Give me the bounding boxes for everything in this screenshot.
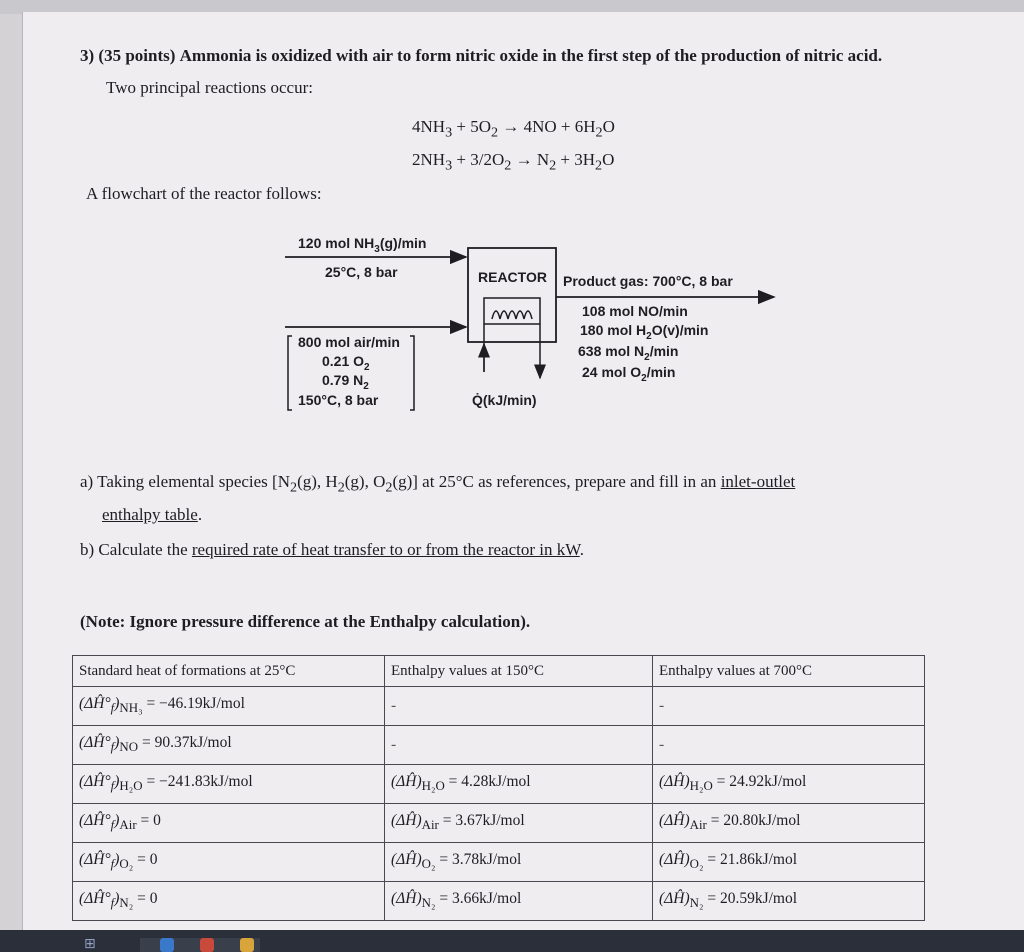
hf-nh3: $(\Delta Ĥ^\circ_f)_{NH_3} = -46.19kJ/mol$: [73, 687, 385, 726]
part-a: a) Taking elemental species [$N_2(g)$, $H_2(g)$, $O_2(g)$] at 25°C as references, prepare and fill in an inlet-outlet: [80, 472, 796, 496]
header-enthalpy-700: Enthalpy values at 700°C: [653, 656, 925, 687]
table-row: [73, 882, 925, 921]
product-h2o: 180 mol $H_2O(v)/\min$: [580, 322, 709, 342]
reactor-flowchart: [0, 0, 1024, 440]
h150-o2: $(\Delta Ĥ)_{O_2} = 3.78kJ/mol$: [385, 843, 653, 882]
h150-nh3: -: [385, 687, 653, 726]
air-bracket-left: [288, 336, 292, 410]
flowchart-intro: A flowchart of the reactor follows:: [86, 184, 322, 203]
hf-air: $(\Delta Ĥ^\circ_f)_{Air} = 0$: [73, 804, 385, 843]
header-enthalpy-150: Enthalpy values at 150°C: [385, 656, 653, 687]
table-row: [73, 726, 925, 765]
table-row: [73, 687, 925, 726]
enthalpy-data-table: [72, 655, 925, 921]
question-intro: Ammonia is oxidized with air to form nitric oxide in the first step of the production of nitric acid.: [179, 46, 883, 65]
h150-h2o: $(\Delta Ĥ)_{H_2O} = 4.28kJ/mol$: [385, 765, 653, 804]
air-o2-fraction: 0.21 $O_2$: [322, 353, 370, 373]
h700-nh3: -: [653, 687, 925, 726]
task-view-icon[interactable]: ⊞: [84, 936, 96, 952]
app-icon[interactable]: [200, 938, 214, 952]
h700-n2: $(\Delta Ĥ)_{N_2} = 20.59kJ/mol$: [653, 882, 925, 921]
product-n2: 638 mol $N_2/\min$: [578, 343, 679, 363]
question-number: 3): [80, 46, 95, 65]
app-icon[interactable]: [160, 938, 174, 952]
reactor-box: [468, 248, 556, 342]
nh3-feed-conditions: 25°C, 8 bar: [325, 264, 398, 280]
air-flow-label: 800 mol air/min: [298, 334, 400, 350]
h700-o2: $(\Delta Ĥ)_{O_2} = 21.86kJ/mol$: [653, 843, 925, 882]
part-a-line2: enthalpy table.: [102, 505, 203, 524]
air-bracket-right: [410, 336, 414, 410]
h150-no: -: [385, 726, 653, 765]
part-b: b) Calculate the required rate of heat transfer to or from the reactor in kW.: [80, 540, 584, 559]
h150-n2: $(\Delta Ĥ)_{N_2} = 3.66kJ/mol$: [385, 882, 653, 921]
inlet-outlet-underlined: inlet-outlet: [720, 472, 796, 491]
note: (Note: Ignore pressure difference at the Enthalpy calculation).: [80, 612, 531, 631]
hf-n2: $(\Delta Ĥ^\circ_f)_{N_2} = 0$: [73, 882, 385, 921]
question-points: (35 points): [98, 46, 176, 65]
reaction-2: $2NH_3 + 3/2O_2 \to N_2 + 3H_2O$: [412, 150, 615, 174]
heat-duty-label: Q̇(kJ/min): [472, 392, 537, 408]
reaction-1: $4NH_3 + 5O_2 \to 4NO + 6H_2O$: [412, 117, 615, 141]
product-no: 108 mol NO/min: [582, 303, 688, 319]
h700-no: -: [653, 726, 925, 765]
table-row: [73, 765, 925, 804]
air-n2-fraction: 0.79 $N_2$: [322, 372, 369, 392]
reactor-label: REACTOR: [478, 269, 547, 285]
air-conditions: 150°C, 8 bar: [298, 392, 379, 408]
app-icon[interactable]: [240, 938, 254, 952]
hf-no: $(\Delta Ĥ^\circ_f)_{NO} = 90.37kJ/mol$: [73, 726, 385, 765]
h700-air: $(\Delta Ĥ)_{Air} = 20.80kJ/mol$: [653, 804, 925, 843]
table-row: [73, 804, 925, 843]
product-o2: 24 mol $O_2/\min$: [582, 364, 676, 384]
table-row: [73, 843, 925, 882]
table-header-row: [73, 656, 925, 687]
product-title: Product gas: 700°C, 8 bar: [563, 273, 733, 289]
nh3-feed-label: 120 mol $NH_3(g)/\min$: [298, 235, 427, 255]
question-intro-line2: Two principal reactions occur:: [106, 78, 313, 97]
hf-o2: $(\Delta Ĥ^\circ_f)_{O_2} = 0$: [73, 843, 385, 882]
h700-h2o: $(\Delta Ĥ)_{H_2O} = 24.92kJ/mol$: [653, 765, 925, 804]
coil-windings: [492, 311, 532, 319]
header-heat-of-formation: Standard heat of formations at 25°C: [73, 656, 385, 687]
hf-h2o: $(\Delta Ĥ^\circ_f)_{H_2O} = -241.83kJ/mol$: [73, 765, 385, 804]
h150-air: $(\Delta Ĥ)_{Air} = 3.67kJ/mol$: [385, 804, 653, 843]
